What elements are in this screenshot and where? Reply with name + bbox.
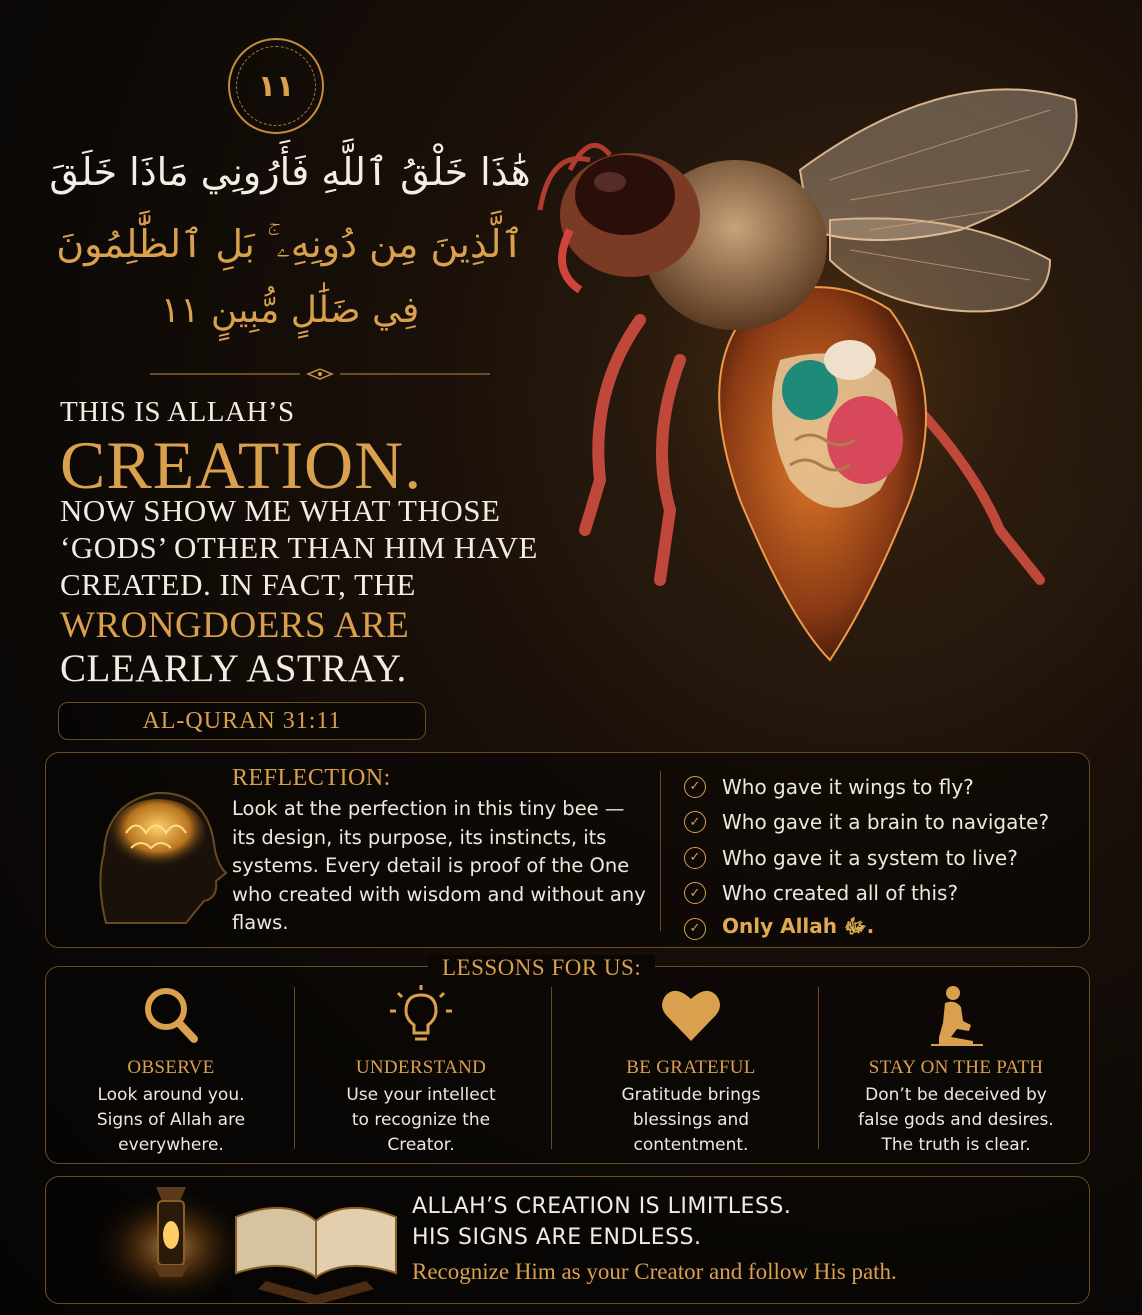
reflection-panel	[45, 752, 1090, 948]
check-circle-icon: ✓	[684, 918, 706, 940]
translation-line-4: WRONGDOERS ARE	[60, 605, 410, 646]
lessons-title: LESSONS FOR US:	[428, 955, 655, 981]
ayah-number: ١١	[257, 68, 295, 104]
arabic-verse-line-1: هَٰذَا خَلْقُ ٱللَّهِ فَأَرُونِي مَاذَا خَلَقَ	[49, 150, 531, 194]
lesson-description: Use your intellect to recognize the Creator.	[346, 1085, 496, 1155]
lesson-title: BE GRATEFUL	[626, 1057, 756, 1078]
question-item	[684, 769, 1049, 805]
translation-line-1: THIS IS ALLAH’S	[60, 396, 295, 428]
lesson-stay-on-path	[831, 967, 1081, 1165]
closing-panel	[45, 1176, 1090, 1304]
ayah-number-medallion	[228, 38, 324, 134]
magnifier-icon	[136, 983, 206, 1047]
closing-line-3: Recognize Him as your Creator and follow His path.	[412, 1259, 897, 1284]
lightbulb-icon	[386, 983, 456, 1047]
lesson-separator	[818, 987, 819, 1149]
question-item	[684, 805, 1049, 841]
question-text: Who gave it a brain to navigate?	[722, 810, 1050, 835]
translation-headline: CREATION.	[60, 427, 423, 503]
lesson-description: Gratitude brings blessings and contentment.	[621, 1085, 761, 1155]
check-circle-icon: ✓	[684, 776, 706, 798]
lesson-observe	[46, 967, 296, 1165]
praying-person-icon	[921, 983, 991, 1047]
question-text: Who created all of this?	[722, 881, 959, 906]
lesson-title: STAY ON THE PATH	[868, 1057, 1044, 1078]
reflection-question-list	[684, 769, 1049, 947]
reflection-body: Look at the perfection in this tiny bee — its design, its purpose, its instincts, its systems. Every detail is proof of the One who created with wisdom and without any flaws.	[232, 797, 646, 934]
reflection-title: REFLECTION:	[232, 765, 391, 791]
lesson-description: Don’t be deceived by false gods and desires. The truth is clear.	[858, 1085, 1054, 1155]
lantern-and-quran-illustration	[76, 1177, 416, 1304]
answer-item	[684, 911, 1049, 947]
reflection-divider	[660, 771, 661, 931]
lesson-separator	[551, 987, 552, 1149]
check-circle-icon: ✓	[684, 847, 706, 869]
question-text: Who gave it a system to live?	[722, 845, 1018, 870]
lesson-separator	[294, 987, 295, 1149]
verse-reference: AL-QURAN 31:11	[58, 702, 426, 740]
lessons-panel	[45, 955, 1090, 1164]
translation-line-3b: ‘GODS’ OTHER THAN HIM HAVE	[60, 530, 538, 565]
brain-head-icon	[76, 773, 236, 933]
heart-icon	[656, 983, 726, 1047]
check-circle-icon: ✓	[684, 882, 706, 904]
lesson-description: Look around you. Signs of Allah are everywhere.	[96, 1085, 246, 1155]
translation-body	[60, 492, 538, 603]
lesson-be-grateful	[566, 967, 816, 1165]
lesson-title: OBSERVE	[127, 1057, 215, 1078]
translation-line-5: CLEARLY ASTRAY.	[60, 647, 407, 690]
open-book-icon	[236, 1208, 396, 1304]
question-item	[684, 876, 1049, 912]
closing-line-2: HIS SIGNS ARE ENDLESS.	[412, 1225, 702, 1250]
lesson-understand	[296, 967, 546, 1165]
arabic-verse-line-3: فِي ضَلَٰلٍ مُّبِينٍ ١١	[160, 290, 420, 331]
translation-line-3c: CREATED. IN FACT, THE	[60, 567, 416, 602]
bee-anatomy-illustration	[530, 60, 1110, 680]
arabic-verse-line-2: ٱلَّذِينَ مِن دُونِهِۦ ۚ بَلِ ٱلظَّٰلِمُونَ	[56, 222, 524, 266]
check-circle-icon: ✓	[684, 811, 706, 833]
translation-line-3a: NOW SHOW ME WHAT THOSE	[60, 493, 501, 528]
lesson-title: UNDERSTAND	[355, 1057, 487, 1078]
closing-line-1: ALLAH’S CREATION IS LIMITLESS.	[412, 1194, 792, 1219]
answer-text: Only Allah ﷻ.	[722, 914, 875, 939]
ornament-divider	[150, 368, 490, 380]
question-item	[684, 840, 1049, 876]
question-text: Who gave it wings to fly?	[722, 774, 974, 799]
